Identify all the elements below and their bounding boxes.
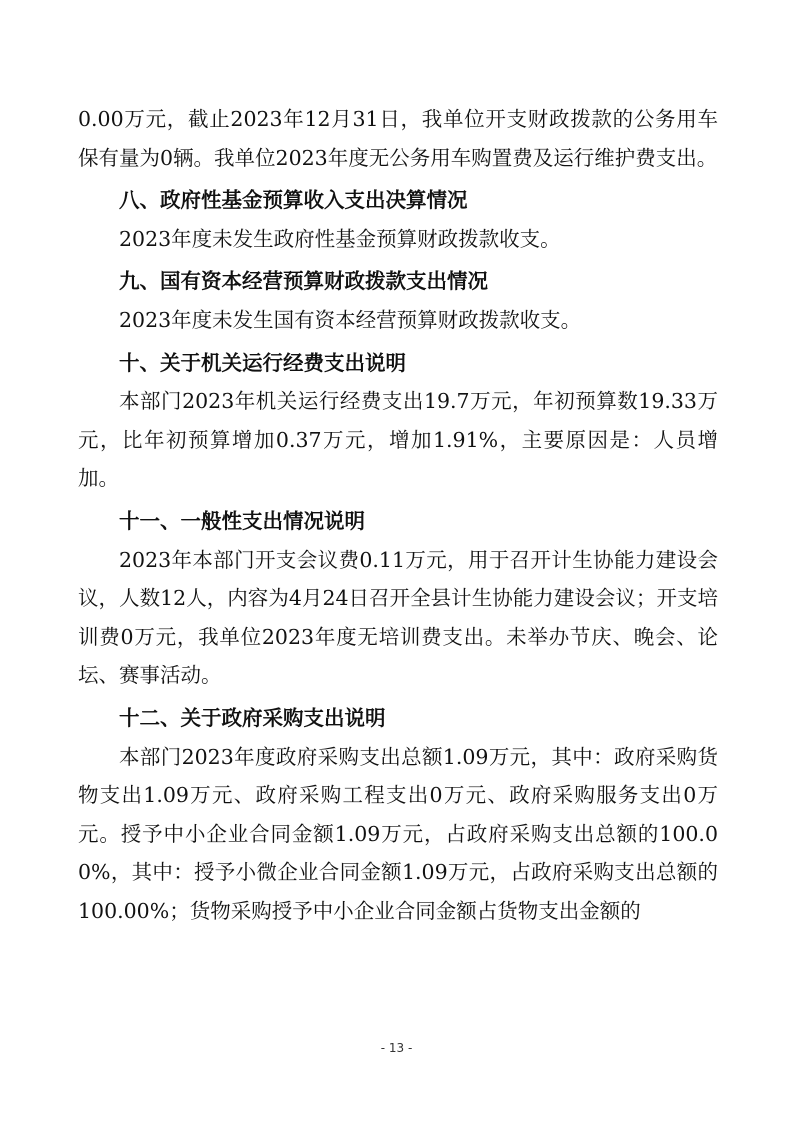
paragraph-state-capital: 2023年度未发生国有资本经营预算财政拨款收支。 bbox=[119, 307, 582, 332]
paragraph-general-expenses: 2023年本部门开支会议费0.11万元，用于召开计生协能力建设会议，人数12人，内容为4月24日召开全县计生协能力建设会议；开支培训费0万元，我单位2023年度无培训费支出。未举办节庆、晚会、论坛、赛事活动。 bbox=[78, 547, 718, 688]
heading-operating-expenses: 十、关于机关运行经费支出说明 bbox=[119, 350, 406, 375]
heading-procurement: 十二、关于政府采购支出说明 bbox=[119, 705, 386, 730]
heading-state-capital: 九、国有资本经营预算财政拨款支出情况 bbox=[119, 269, 488, 294]
paragraph-operating-expenses: 本部门2023年机关运行经费支出19.7万元，年初预算数19.33万元，比年初预算增加0.37万元，增加1.91%，主要原因是：人员增加。 bbox=[78, 389, 718, 491]
heading-general-expenses: 十一、一般性支出情况说明 bbox=[119, 508, 365, 533]
heading-government-fund: 八、政府性基金预算收入支出决算情况 bbox=[119, 188, 468, 213]
paragraph-procurement: 本部门2023年度政府采购支出总额1.09万元，其中：政府采购货物支出1.09万元、政府采购工程支出0万元、政府采购服务支出0万元。授予中小企业合同金额1.09万元，占政府采购支出总额的100.00%，其中：授予小微企业合同金额1.09万元，占政府采购支出总额的100.00%；货物采购授予中小企业合同金额占货物支出金额的 bbox=[78, 744, 718, 923]
paragraph-vehicle-summary: 0.00万元，截止2023年12月31日，我单位开支财政拨款的公务用车保有量为0辆。我单位2023年度无公务用车购置费及运行维护费支出。 bbox=[78, 107, 718, 170]
document-body bbox=[78, 100, 718, 930]
paragraph-government-fund: 2023年度未发生政府性基金预算财政拨款收支。 bbox=[119, 226, 561, 251]
page-number: - 13 - bbox=[380, 1041, 413, 1055]
